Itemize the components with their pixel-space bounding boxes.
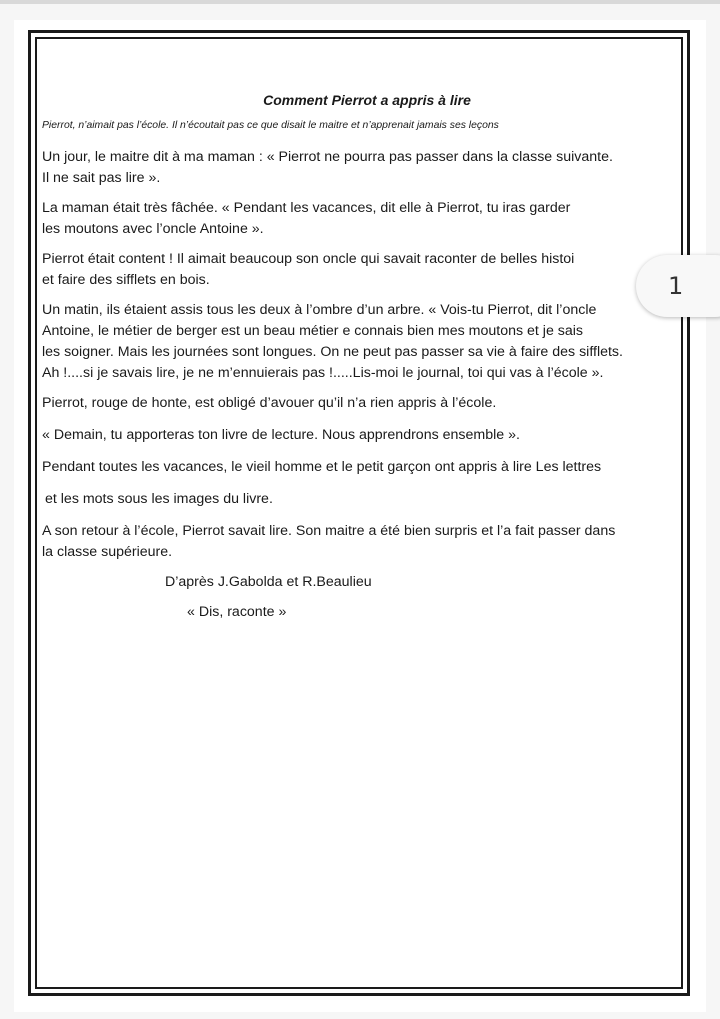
paragraph-line: Ah !....si je savais lire, je ne m’ennuierais pas !.....Lis-moi le journal, toi qui vas à l’école ». [42,365,604,381]
paragraph-6 [42,425,682,446]
paragraph-4 [42,300,682,384]
paragraph-line: La maman était très fâchée. « Pendant les vacances, dit elle à Pierrot, tu iras garder [42,200,571,216]
paragraph-line: A son retour à l’école, Pierrot savait lire. Son maitre a été bien surpris et l’a fait passer dans [42,523,616,539]
page-number-badge[interactable] [636,255,720,317]
paragraph-line: Pierrot, rouge de honte, est obligé d’avouer qu’il n’a rien appris à l’école. [42,395,497,411]
paragraph-3 [42,249,682,291]
paragraph-line: les soigner. Mais les journées sont longues. On ne peut pas passer sa vie à faire des sifflets. [42,344,623,360]
paragraph-7 [42,457,682,478]
paragraph-8 [42,489,682,510]
document-title: Comment Pierrot a appris à lire [263,92,471,108]
paragraph-line: Pierrot était content ! Il aimait beaucoup son oncle qui savait raconter de belles histoi [42,251,575,267]
top-bar [0,0,720,4]
document-intro: Pierrot, n’aimait pas l’école. Il n’écoutait pas ce que disait le maitre et n’apprenait jamais ses leçons [42,120,499,131]
paragraph-line: et les mots sous les images du livre. [45,491,273,507]
paragraph-5 [42,393,682,414]
page-number: 1 [668,272,684,300]
paragraph-line: « Demain, tu apporteras ton livre de lecture. Nous apprendrons ensemble ». [42,427,520,443]
paragraph-line: la classe supérieure. [42,544,173,560]
paragraph-line: Antoine, le métier de berger est un beau métier e connais bien mes moutons et je sais [42,323,584,339]
paragraph-1 [42,147,682,189]
paragraph-line: Il ne sait pas lire ». [42,170,161,186]
paragraph-line: Un matin, ils étaient assis tous les deux à l’ombre d’un arbre. « Vois-tu Pierrot, dit l’oncle [42,302,597,318]
paragraph-line: Pendant toutes les vacances, le vieil homme et le petit garçon ont appris à lire Les lettres [42,459,602,475]
source-author: D’après J.Gabolda et R.Beaulieu [165,574,372,590]
paragraph-2 [42,198,682,240]
paragraph-line: Un jour, le maitre dit à ma maman : « Pierrot ne pourra pas passer dans la classe suivante. [42,149,613,165]
document-content [42,90,682,623]
source-book: « Dis, raconte » [187,604,287,620]
paragraph-9 [42,521,682,563]
paragraph-line: les moutons avec l’oncle Antoine ». [42,221,264,237]
paragraph-line: et faire des sifflets en bois. [42,272,210,288]
